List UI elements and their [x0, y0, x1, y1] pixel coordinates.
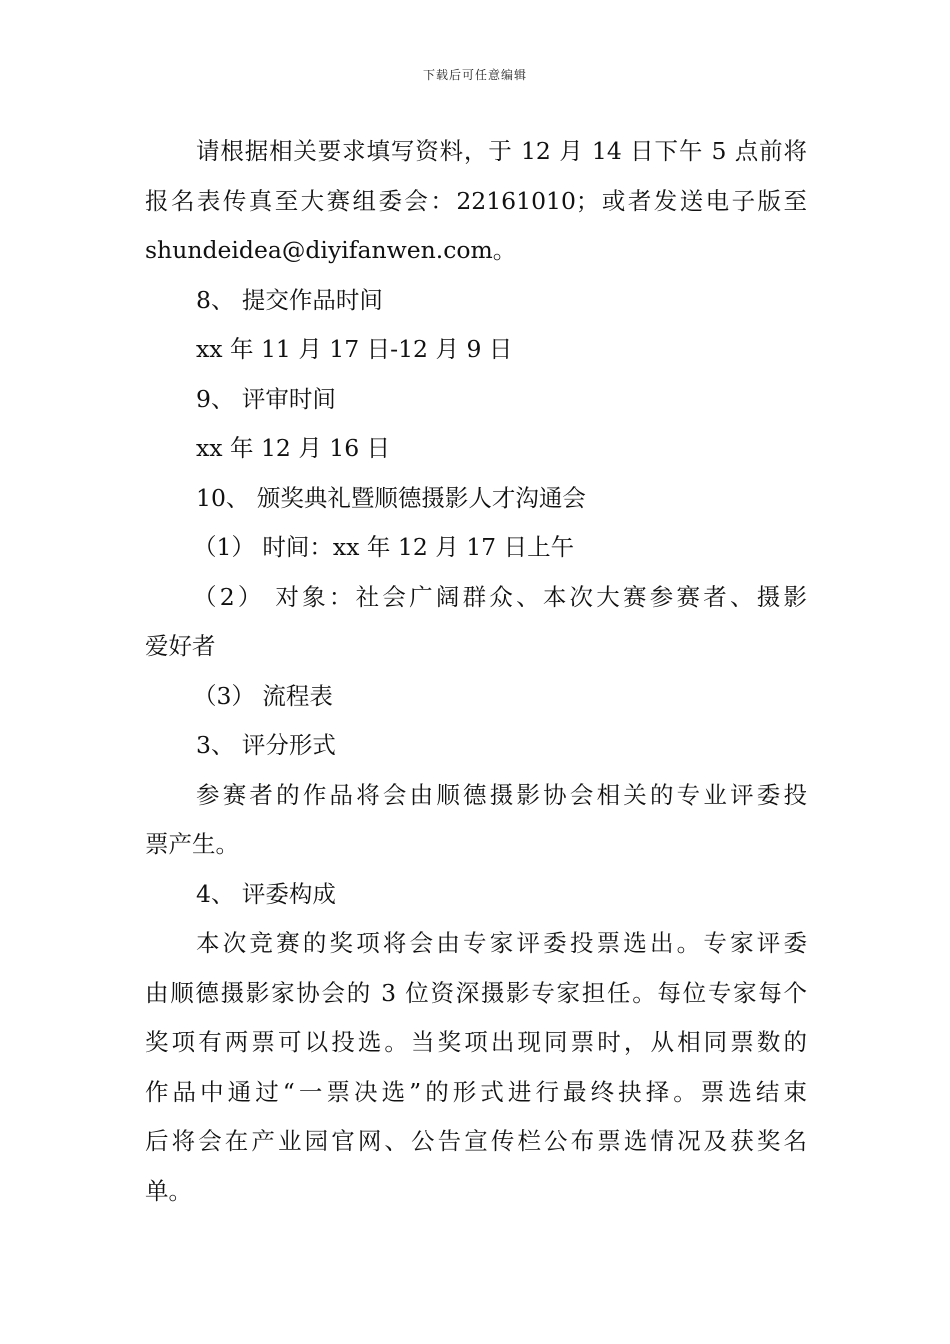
- paragraph-line: 后将会在产业园官网、公告宣传栏公布票选情况及获奖名: [145, 1127, 807, 1155]
- paragraph-line: 本次竞赛的奖项将会由专家评委投票选出。专家评委: [196, 929, 807, 957]
- section-heading: 10、 颁奖典礼暨顺德摄影人才沟通会: [196, 483, 586, 512]
- page-header: 下载后可任意编辑: [422, 68, 527, 82]
- paragraph-line: 奖项有两票可以投选。当奖项出现同票时，从相同票数的: [145, 1028, 807, 1056]
- paragraph-line: 作品中通过“一票决选”的形式进行最终抉择。票选结束: [145, 1077, 807, 1106]
- paragraph-line: xx 年 12 月 16 日: [196, 434, 391, 462]
- document-body: [145, 127, 807, 1216]
- paragraph-line: xx 年 11 月 17 日-12 月 9 日: [196, 335, 513, 363]
- section-heading: 4、 评委构成: [196, 879, 336, 908]
- list-item: （1） 时间：xx 年 12 月 17 日上午: [193, 533, 575, 561]
- paragraph-line: 请根据相关要求填写资料，于 12 月 14 日下午 5 点前将: [196, 137, 807, 165]
- paragraph-line: 参赛者的作品将会由顺德摄影协会相关的专业评委投: [196, 780, 807, 809]
- section-heading: 8、 提交作品时间: [196, 285, 383, 314]
- paragraph-line: 报名表传真至大赛组委会：22161010；或者发送电子版至: [145, 186, 807, 215]
- paragraph-line: 票产生。: [145, 830, 239, 858]
- list-item: （2） 对象：社会广阔群众、本次大赛参赛者、摄影: [193, 582, 807, 611]
- paragraph-line: 爱好者: [145, 632, 216, 660]
- paragraph-line: 单。: [145, 1176, 192, 1205]
- paragraph-line: shundeidea@diyifanwen.com。: [145, 236, 517, 264]
- section-heading: 9、 评审时间: [196, 384, 336, 413]
- section-heading: 3、 评分形式: [196, 731, 336, 759]
- list-item: （3） 流程表: [193, 681, 333, 710]
- paragraph-line: 由顺德摄影家协会的 3 位资深摄影专家担任。每位专家每个: [145, 978, 807, 1007]
